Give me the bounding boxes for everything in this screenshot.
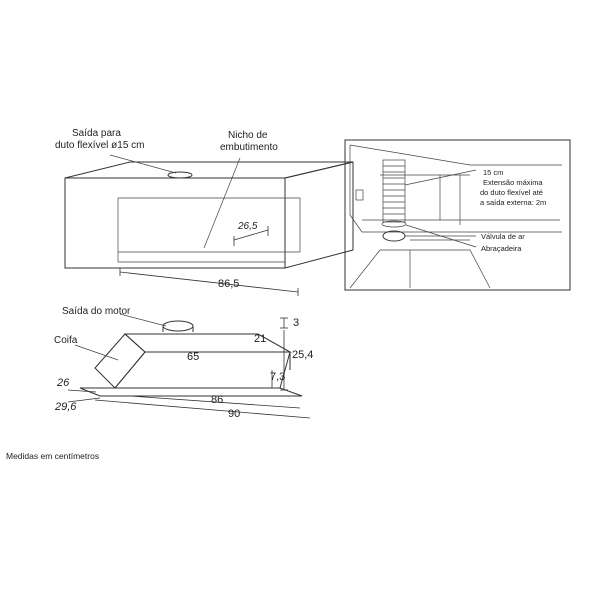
valve-label: Válvula de ar xyxy=(481,232,525,241)
extension-label-line1: Extensão máxima xyxy=(483,178,543,187)
dimension-7-3: 7,3 xyxy=(270,371,286,383)
depth-dimension-26-5: 26,5 xyxy=(238,221,258,232)
dimension-3: 3 xyxy=(293,317,300,329)
dimension-86: 86 xyxy=(211,394,224,406)
dimension-90: 90 xyxy=(228,408,241,420)
hood-label: Coifa xyxy=(54,335,78,346)
installation-detail-drawing xyxy=(345,140,570,290)
outlet-label-line2: duto flexível ø15 cm xyxy=(55,140,145,151)
niche-label-line2: embutimento xyxy=(220,142,278,153)
outlet-label-line1: Saída para xyxy=(72,128,121,139)
motor-outlet-label: Saída do motor xyxy=(62,306,131,317)
width-dimension-86-5: 86,5 xyxy=(218,278,240,290)
extension-label-line2: do duto flexível até xyxy=(480,188,543,197)
duct-diameter-label: 15 cm xyxy=(483,168,504,177)
clamp-label: Abraçadeira xyxy=(481,244,522,253)
hood-drawing xyxy=(68,314,310,418)
niche-box-drawing xyxy=(65,155,353,296)
dimension-25-4: 25,4 xyxy=(292,349,314,361)
dimension-21: 21 xyxy=(254,333,267,345)
dimension-65: 65 xyxy=(187,351,200,363)
extension-label-line3: a saída externa: 2m xyxy=(480,198,547,207)
dimension-29-6: 29,6 xyxy=(55,401,77,413)
footer-note: Medidas em centímetros xyxy=(6,451,100,461)
dimension-26: 26 xyxy=(57,377,70,389)
niche-label-line1: Nicho de xyxy=(228,130,268,141)
